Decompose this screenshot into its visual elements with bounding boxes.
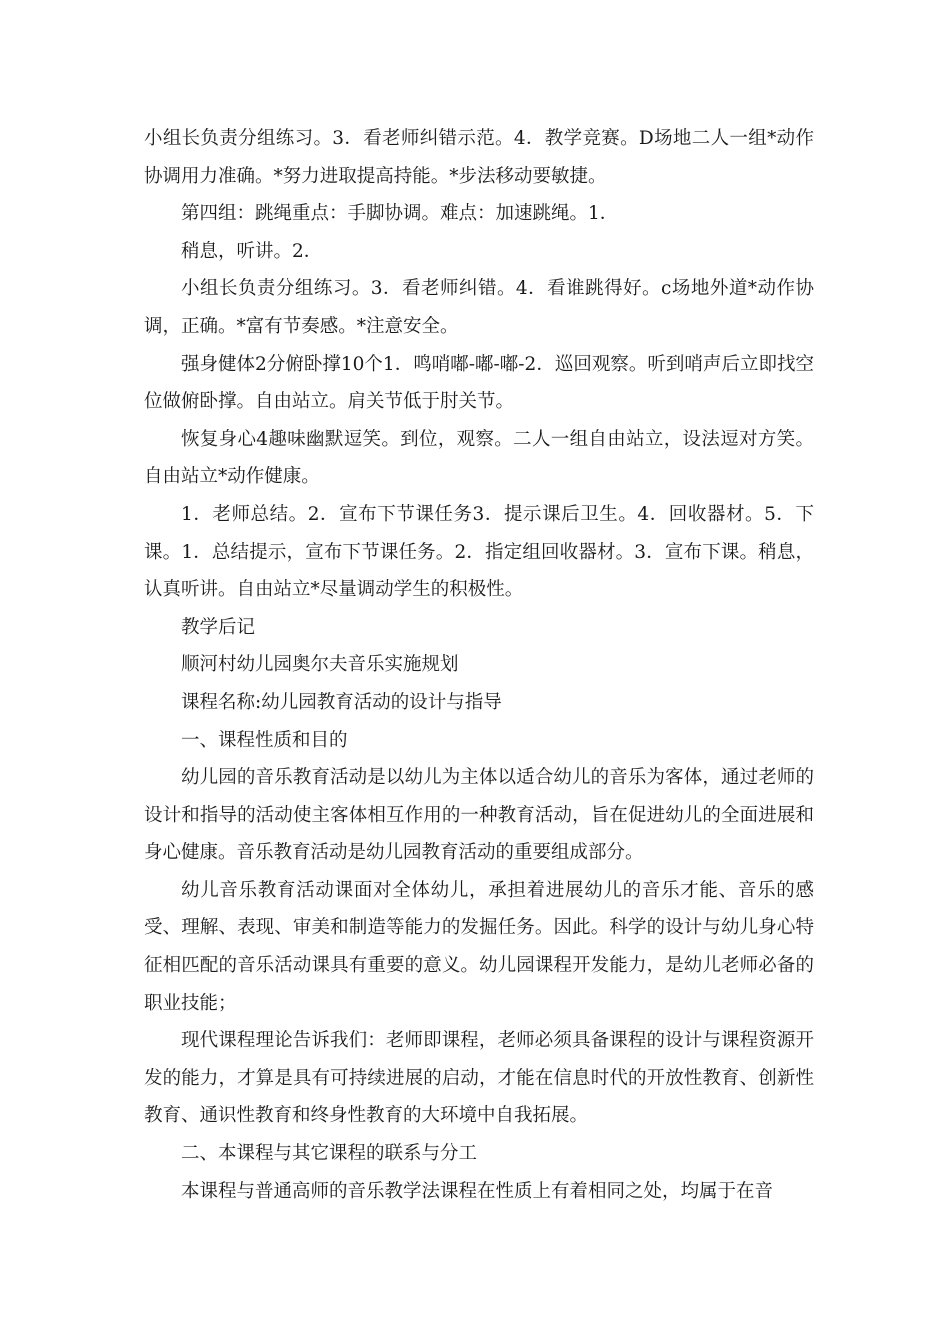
paragraph: 恢复身心4趣味幽默逗笑。到位，观察。二人一组自由站立，设法逗对方笑。自由站立*动作健康。 (144, 428, 814, 488)
section-heading: 教学后记 (181, 616, 256, 638)
paragraph: 幼儿音乐教育活动课面对全体幼儿，承担着进展幼儿的音乐才能、音乐的感受、理解、表现、审美和制造等能力的发掘任务。因此。科学的设计与幼儿身心特征相匹配的音乐活动课具有重要的意义。幼儿园课程开发能力，是幼儿老师必备的职业技能； (144, 879, 814, 1014)
section-heading: 一、课程性质和目的 (181, 729, 348, 751)
paragraph: 小组长负责分组练习。3．看老师纠错。4．看谁跳得好。c场地外道*动作协调，正确。*富有节奏感。*注意安全。 (144, 278, 814, 337)
paragraph: 课程名称:幼儿园教育活动的设计与指导 (181, 691, 502, 713)
section-heading: 二、本课程与其它课程的联系与分工 (181, 1143, 478, 1165)
paragraph: 1．老师总结。2．宣布下节课任务3．提示课后卫生。4．回收器材。5．下课。1．总结提示，宣布下节课任务。2．指定组回收器材。3．宣布下课。稍息，认真听讲。自由站立*尽量调动学生的积极性。 (144, 503, 814, 601)
section-heading: 顺河村幼儿园奥尔夫音乐实施规划 (181, 654, 459, 676)
paragraph: 第四组：跳绳重点：手脚协调。难点：加速跳绳。1． (181, 203, 619, 225)
paragraph: 小组长负责分组练习。3．看老师纠错示范。4．教学竞赛。D场地二人一组*动作协调用力准确。*努力进取提高持能。*步法移动要敏捷。 (144, 128, 814, 187)
paragraph: 现代课程理论告诉我们：老师即课程，老师必须具备课程的设计与课程资源开发的能力，才算是具有可持续进展的启动，才能在信息时代的开放性教育、创新性教育、通识性教育和终身性教育的大环境中自我拓展。 (144, 1030, 814, 1127)
document-body (144, 120, 814, 1210)
paragraph: 稍息，听讲。2． (181, 240, 323, 262)
paragraph: 幼儿园的音乐教育活动是以幼儿为主体以适合幼儿的音乐为客体，通过老师的设计和指导的活动使主客体相互作用的一种教育活动，旨在促进幼儿的全面进展和身心健康。音乐教育活动是幼儿园教育活动的重要组成部分。 (144, 767, 814, 864)
paragraph: 本课程与普通高师的音乐教学法课程在性质上有着相同之处，均属于在音 (181, 1180, 774, 1202)
paragraph: 强身健体2分俯卧撑10个1．鸣哨嘟-嘟-嘟-2．巡回观察。听到哨声后立即找空位做俯卧撑。自由站立。肩关节低于肘关节。 (144, 353, 814, 413)
